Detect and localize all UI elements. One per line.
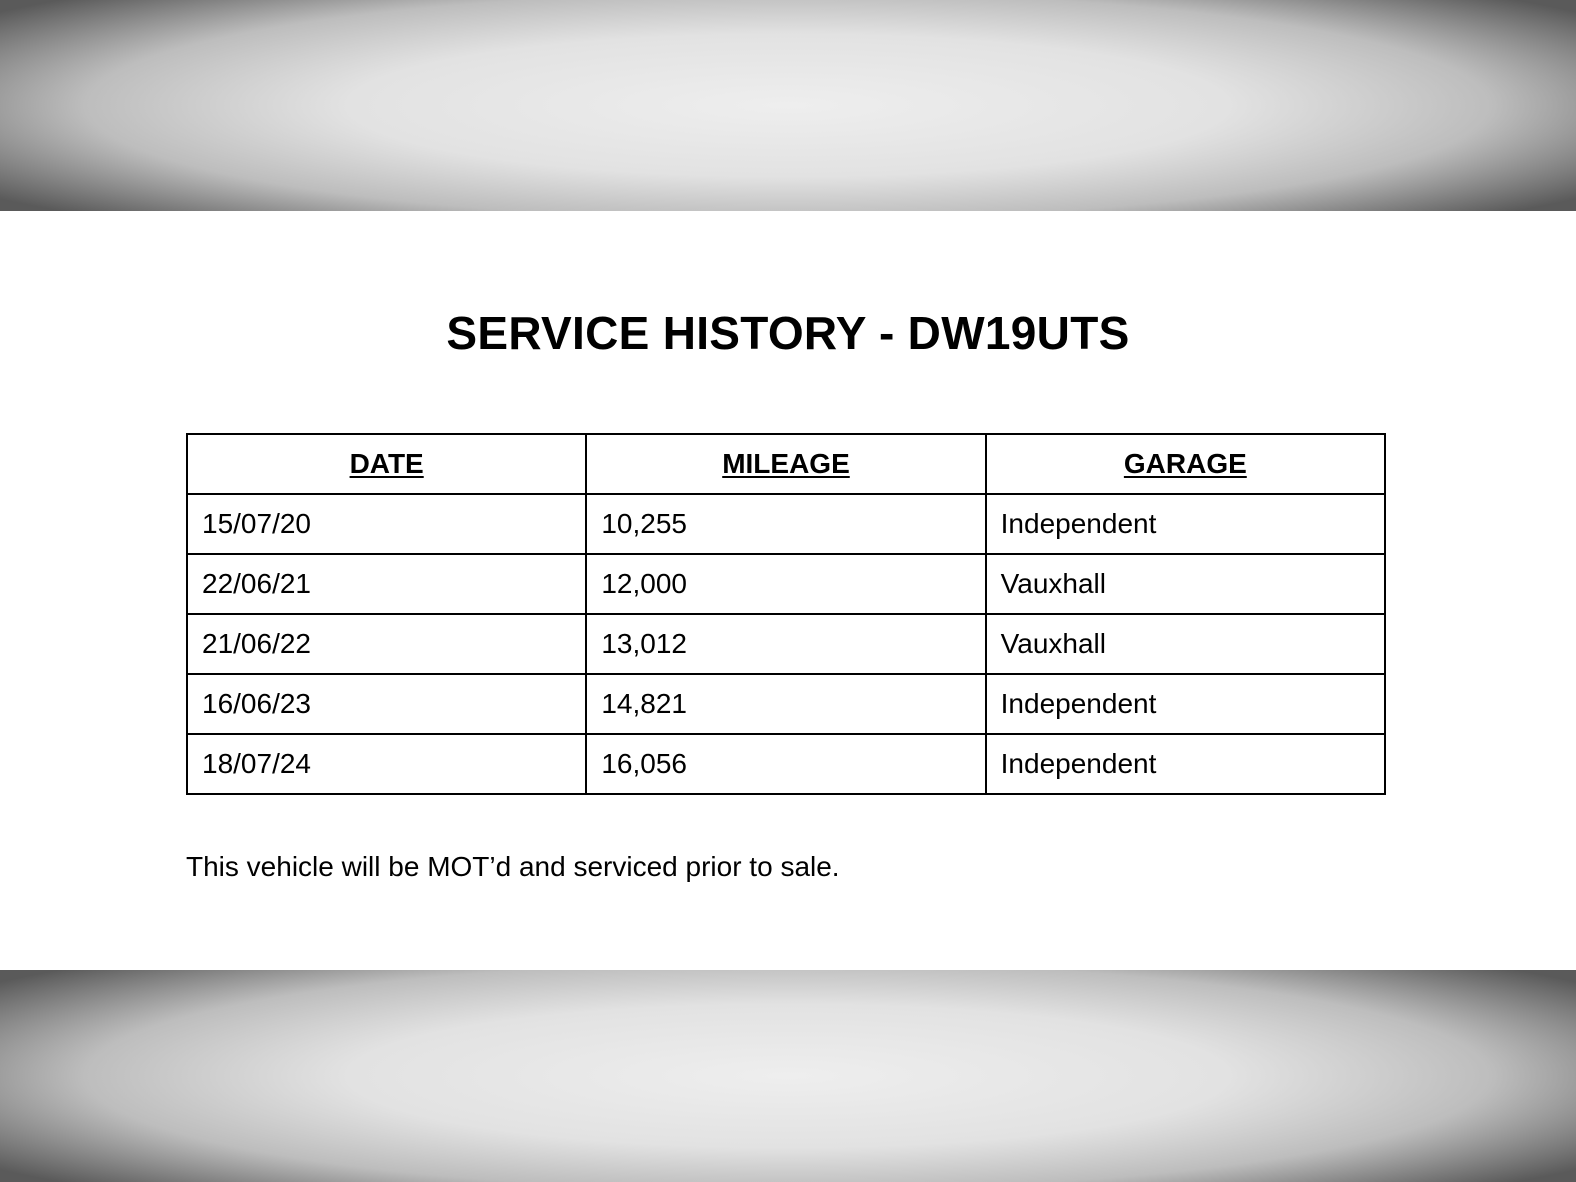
cell-mileage: 13,012 [586,614,985,674]
column-header-date: DATE [187,434,586,494]
table-row [187,494,1385,554]
cell-date: 22/06/21 [187,554,586,614]
cell-garage: Independent [986,494,1385,554]
cell-garage: Independent [986,674,1385,734]
document-sheet [0,211,1576,970]
cell-mileage: 14,821 [586,674,985,734]
table-row [187,734,1385,794]
cell-date: 18/07/24 [187,734,586,794]
service-history-table [186,433,1386,795]
column-header-mileage: MILEAGE [586,434,985,494]
table-row [187,614,1385,674]
table-header-row [187,434,1385,494]
cell-garage: Vauxhall [986,554,1385,614]
cell-date: 21/06/22 [187,614,586,674]
table-row [187,554,1385,614]
column-header-garage: GARAGE [986,434,1385,494]
table-row [187,674,1385,734]
cell-date: 16/06/23 [187,674,586,734]
page-title: SERVICE HISTORY - DW19UTS [446,307,1130,359]
sale-note: This vehicle will be MOT’d and serviced prior to sale. [186,851,840,882]
cell-mileage: 12,000 [586,554,985,614]
cell-garage: Independent [986,734,1385,794]
cell-date: 15/07/20 [187,494,586,554]
background-blur-bottom [0,970,1576,1182]
cell-mileage: 16,056 [586,734,985,794]
cell-mileage: 10,255 [586,494,985,554]
cell-garage: Vauxhall [986,614,1385,674]
background-blur-top [0,0,1576,211]
